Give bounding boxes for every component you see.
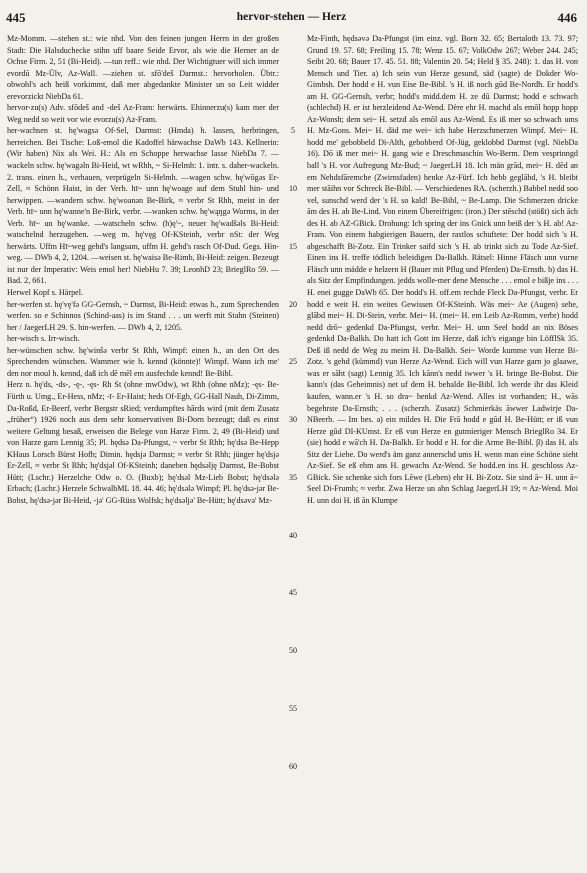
line-number: 40 (289, 530, 297, 540)
line-number: 60 (289, 761, 297, 771)
running-headword: hervor-stehen — Herz (236, 11, 347, 23)
entry-paragraph: her-wünschen schw. hę'winšə verbr St Rhh, Wimpf: einen h., an den Ort des Sprechenden wünschen. Wammer wie h. kennd (könnte)! Wimpf. Wann ich me' den nor moul h. kennd, daß ich dē mēl em ausfechde kennd! Be-Bibl. (7, 345, 279, 378)
line-number: 10 (289, 184, 297, 194)
entry-paragraph: hervor-zu(s) Adv. sfōdeš and -deš Az-Fram: herwärts. Ehinnerzu(s) kam mer der Weg nedd so weit vor wie evorzu(s) Az-Fram. (7, 103, 279, 124)
line-number: 15 (289, 241, 297, 251)
entry-paragraph: her-wisch s. Irr-wisch. (7, 334, 80, 344)
line-number: 35 (289, 472, 297, 482)
line-number: 20 (289, 299, 297, 309)
line-number: 25 (289, 357, 297, 367)
entry-paragraph: her-wachsen st. hę'wagsə Of-Sel, Darmst: (Hmda) h. lassen, herbringen, herreichen. Bei Tische: Loß-emol die Kadoffel härwachse DaWb 143. Kellnerin: (Wir haben) Nix als Wei. H.: Als en Schoppe herwachse lasse NiebDa 7. —wackeln schw. hę'wagəln Bi-Heid, wt wRhh, ~ Si-Helmh: 1. intr. s. daher-wackeln. 2. trans. einen h., verhauen, verprügeln Si-Helmh. —wagen schw. hę'wōgəs Er-Zell, ≈ Schönn Haist, in der Verb. hī~ unn hę'woage auf dem Stuhl hin- und herwippen. —wandern schw. hę'woanən Be-Birk, ≈ verbr St Rhh, meist in der Verb. hī~ unn hę'wanne'n Be-Birk, verbr. —wanken schw. hę'wąŋgə Worms, in der Verb. hī~ un hę'wanke. —watscheln schw. (h)ę'~, neuer hę'wadšəls Bi-Heid: watschelnd herzugehen. —weg m. hę'vęg Of-KSteinh, verbr nSt: der Weg herwärts. Uffm Hī~weg gehd's langsam, uffm H. gehd's rasch Of-Dud. Gegs. Hin-weg. — DWb 4, 2, 1204. —weisen st. hę'waisə Be-Rimb, Bi-Heid: zeigen. Bezeugt ist nur der Imperativ: Weis emol her! NiebHu 7. 39; LeonhD 23; BrieglRo 59. — Bad. 2, 661. (7, 126, 280, 286)
line-number: 30 (289, 415, 297, 425)
left-column (7, 33, 279, 506)
right-page-number: 446 (557, 10, 577, 25)
page-header (6, 10, 577, 28)
left-page-number: 445 (6, 10, 26, 25)
line-number-gutter (283, 33, 303, 873)
right-column (307, 33, 578, 506)
entry-paragraph: her-werfen st. hę'vę'fə GG-Gernsh, ~ Darmst, Bi-Heid: etwas h., zum Sprechenden werfen. so e Schinnos (Schind-aas) is im Stand . . . un werft mit Stahn (Steinen) her / JaegerLH 29. S. hin-werfen. — DWb 4, 2, 1205. (7, 299, 279, 332)
line-number: 5 (291, 126, 295, 136)
entry-paragraph: Herz n. hę'ds, -ds-, -ę-, -ęs- Rh St (ohne mwOdw), wt Rhh (ohne nMz); -ęs- Be-Fürth u. Umg., Er-Hess, nMz; -ī- Er-Haist; heds Of-Egb, GG-Hall Nauh, Di-Zimm, Da-Roßd, Er-Beerf, verbr Bergstr sRied; verdumpftes hārds wird (mit dem Zusatz „früher“) 1926 noch aus dem sehr konservativen Bi-Dorn bezeugt; daß es einst weitere Geltung besaß, erweisen die Belege von Harze Firm. 2, 49 (Bi-Heid) und von Harze garn Lennig 35; Pl. hędsə Da-Pfungst, ~ verbr St Rhh; hę'dsə Be-Hepp KHaus Lorsch Bürst Hofh; Dimin. hędsjə Darmst; ≈ verbr St Rhh; jünger hę'dsjə Er-Zell, ≈ verbr St Rhh; hę'dsjəl Of-KSteinh; daneben hędsəlję Darmst, Be-Bobst Hütt; (Lschr.) Herzelche Odw o. O. (Buxb); hę'dsəl Mz-Lieb Bobst; hę'dsələ Erbach; (Lschr.) Herzele SchwalbML 18. 44. 46; hę'dsələ Wimpf; Pl. hę'dsə-jər Be-Bobst, hę'dsə-jər Bi-Heid, -jə' GG-Rüss Wolfsk; hę'dsəljə' Be-Hütt; hę'dsəvə' Mz- (7, 380, 279, 505)
entry-paragraph: Mz-Momm. —stehen st.: wie nhd. Von den feinen jungen Herrn in der großen Stadt: Die Halsduchecke stihn uff baare Seide Ervor, als wie die Herner an de Ochse Firm. 2, 51 (Bi-Heid). —tun reff.: wie nhd. Der Wichtigtuer will sich immer evordū Mz-Ülv, Az-Wall. —ziehen st. sfō'deš Darmst.: hervorholen. Übtr.: obwohl's ach heiß vorkimmt, daß mer abgedankte Minister un so Leit widder erevorzickt NiebDa 61. (7, 34, 279, 101)
line-number: 45 (289, 588, 297, 598)
line-number: 55 (289, 703, 297, 713)
line-number: 50 (289, 646, 297, 656)
entry-paragraph: Mz-Finth, hędsəvə Da-Pfungst (im einz. vgl. Born 32. 65; Bertaloth 13. 73. 97; Grund 19. 57. 68; Freiling 15. 78; Wenz 15. 67; VolkOdw 267; Weber 244. 245; Seibt 20. 68; Bauer 17. 45. 51. 88; Valentin 20. 54; Held § 35. 248): 1. das H. von Mensch und Tier. a) Ich sein vun Herze gesund, säd (sagte) de Dokder Wo-Gimbsh. Der hodd e H. vun Eise Be-Bibl. 's H. iß noch gūd Be-Nordh. Er hodd's am H. GG-Gernsh, verbr; hodd's midd.dem H. ze dū Darmst; hodd e schwach (schlechd) H. er ist herzleidend Az-Wend. Dère ehr H. machd als emōl hopp hopp Az-Wonsh; dem sei~ H. setzd als emōl aus Az-Wend. Es iß mer so schwach ums H. Mz-Gons. Mei~ H. däd me wei~ ich habe Herzschmerzen Wimpf. Mei~ H. hodd me' gebobbeld Di-Alth, gebobberd Of-Jüg, geklobbd Darmst (vgl. NiebDa 16). Dō iß mer mei~ H. gang wie e Dreschmaschin Wo-Berm. Dem vesprinngd ball 's H. vor Aufregung Mz-Bud; ~ JaegerLH 18. Ich män grād, mei~ H. dēd an em Nehdsfāremche (Zwirnsfaden) henke Az-Fürf. Ich hebb geglābd, 's H. bleibt mer stāihn vor Schreck Be-Bibl. — Verschiedenes RA. (scherzh.) Babbel nedd soo vel, sunschd werd der 's H. so kald! Be-Bibl, ~ Be-Lamp. Die Schmerzen dricke ām des H. ab Be-Lind. Von einem Übereifrigen: (iron.) Der stēschd (stößt) sich āch des H. ab AZ-GBick. Drohung: Ich spring der ins Gnick unn beiß der 's H. ab! Az-Fram. Von einem habgierigen Bauern, der rastlos schuftete: Der hodd sich 's H. abgeschafft Bi-Zotz. Ein Trinker saifd sich 's H. ab trinkt sich zu Tode Az-Sief. Einen ins H. treffe tödlich beleidigen Da-Balkh. Rätsel: Hinne Fläsch unn vurne Fläsch unn mädde e helzern H (Bauer mit Pflug und Pferden) Da-Ernsth. b) das H. als Sitz der Empfindungen. jedds wolle-mer dene Mensche . . . emol e bißje ins . . . H. enei gugge DaWb 65. Der hodd's H. off.em rechde Fleck Da-Pfungst, verbr. Er hodd e weit H. ein weites Gewissen Of-KSteinh. Wäs mei~ Ae (Augen) sehe, glābd mei~ H. Di-Stein, verbr. Mei~ H. (mei~ H. em Leib Az-Romm, verbr) hodd nedd drō~ gedenkd Da-Pfungst, verbr. Mei~ H. unn Seel hodd an nix Böses gedenkd Da-Balkh. Do hatt ich Gott im Herze, daß ich's eigange bin LöfflSk 35. Deß iß nedd de Weg zu meim H. Da-Balkh. Sei~ Worde kumme vun Herze Bi-Zotz. 's gehd (kümmd) vun Herze Az-Wend. Eich will vun Harze garn jo glaawe, was er sāht (sagt) Lennig 35. Ich kānn's nedd iwwer 's H. bringe Be-Bobst. Die kann's (das Geheimnis) net uf dem H. behalde Be-Bibl. Ich werde ihr das Kleid kaufen, wann.er 's H. so dra~ henkd Az-Wend. Alles ist vorhanden; H., wās begehrste Da-Ernsth; . . . (scherzh. Zusatz) Schmierkäs āwwer Ladwirje Da-NBeerb. — Im bes. a) ein mildes H. Die Frā hodd e gūd H. Be-Hütt; er iß vun Herze gūd DI-KUmst. Er eß vun Herze en gutmieriger Mensch BrieglRo 34. Er (sie) hodd e wā'ch H. Da-Balkh. Er hodd e H. for die Arme Be-Bibl. β) das H. als Sitz der Liebe. Do werd's äm ganz annerschd ums H. wenn man eine Schöne sieht Az-Sief. Se eß ehm ans H. gewachs Az-Wend. Se hodd.en ins H. geschloss Az-GBick. Sie schenke sich fors Lēwe (Leben) ehr H. Bi-Zotz. Sie sind ā~ H. unn ā~ Seel Di-Frumb; ≈ verbr. Zwa Herze un ahn Schlag JaegerLH 19; ≈ Az-Wend. Moi H. unn doi H. iß ān Klumpe (307, 34, 578, 505)
entry-paragraph: Herwel Kopf s. Härpel. (7, 288, 84, 298)
